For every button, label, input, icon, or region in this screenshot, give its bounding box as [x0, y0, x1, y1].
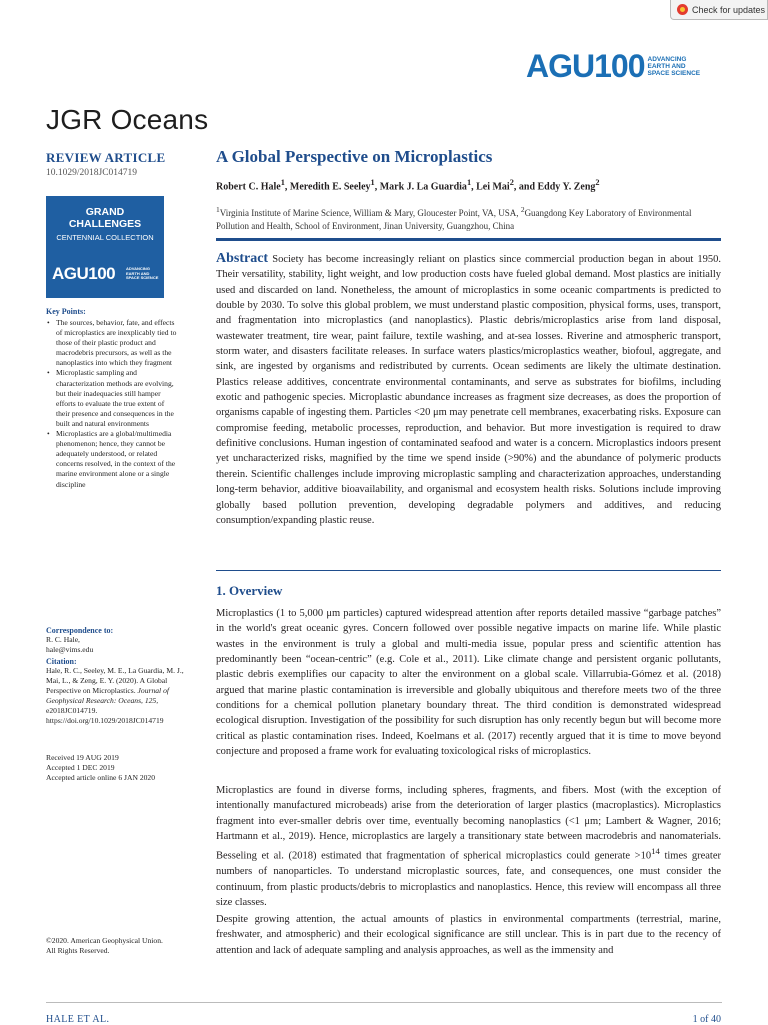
check-for-updates-button[interactable] — [670, 0, 768, 20]
article-dates — [46, 753, 196, 783]
affiliations: $^1$Virginia Institute of Marine Science, William & Mary, Gloucester Point, VA, USA, $^2$Guangdong Key Laboratory of Environmental Pollution and Health, School of Environment, Jinan University, Guangzhou, China — [216, 205, 692, 231]
check-for-updates-label: Check for updates — [692, 4, 766, 15]
correspondence-name: R. C. Hale, — [46, 635, 80, 644]
correspondence-email[interactable]: hale@vims.edu — [46, 645, 94, 655]
citation-journal: Journal of Geophysical Research: Oceans, 125, — [46, 686, 169, 706]
badge-subtitle: CENTENNIAL COLLECTION — [56, 233, 154, 242]
author: Mark J. La Guardia — [379, 181, 467, 193]
journal-title: JGR Oceans — [46, 104, 209, 135]
copyright: ©2020. American Geophysical Union. All Rights Reserved. — [46, 936, 163, 956]
abstract-top-rule — [216, 238, 721, 241]
abstract — [216, 251, 721, 528]
citation-doi-link[interactable]: e2018JC014719. https://doi.org/10.1029/2018JC014719 — [46, 706, 164, 726]
author: Eddy Y. Zeng — [537, 181, 596, 193]
key-points-heading: Key Points: — [46, 307, 86, 316]
crossmark-icon — [677, 4, 688, 15]
paragraph: Despite growing attention, the actual amounts of plastics in environmental compartments (terrestrial, marine, freshwater, and atmospheric) and their ecological significance are still unclear. This is in part due to the recency of attention and lack of adequate sampling and analysis approaches, as well as the immensity and — [216, 914, 721, 956]
grand-challenges-badge — [46, 196, 164, 298]
citation — [46, 657, 190, 727]
abstract-text: Society has become increasingly reliant on plastics since commercial production began in about 1950. Their versatility, stability, light weight, and low production costs have fueled global demand. Most plastics are initially used and discarded on land. Nonetheless, the amount of microplastics in some oceanic compartments is predicted to double by 2030. To solve this global problem, we must understand plastic composition, physical forms, uses, transport, and fragmentation into microplastics (and nanoplastics). Plastic debris/microplastics arise from land disposal, wastewater treatment, tire wear, paint failure, textile washing, and at-sea losses. Riverine and atmospheric transport, storm water, and disasters facilitate releases. In surface waters plastics/microplastics weather, biofoul, aggregate, and sink, are ingested by organisms and redistributed by currents. Ocean sediments are likely the ultimate destination. Plastics release additives, concentrate environmental contaminants, and serve as substrates for biofilms, including exotic and pathogenic species. Microplastic abundance increases as fragment size decreases, as does the proportion of organisms capable of ingesting them. Particles <20 μm may penetrate cell membranes, exacerbating risks. Exposure can compromise feeding, metabolic processes, reproduction, and behavior. But more investigation is required to draw definitive conclusions. Human ingestion of contaminated seafood and water is a concern. Microplastics indoors present yet uncharacterized risks, magnified by the time we spend inside (>90%) and the abundance of polymeric products therein. Scientific challenges include improving microplastic sampling and characterization approaches, understanding long-term behavior, additive bioavailability, and organismal and ecosystem health risks. Solutions include improving globally based pollution prevention, developing degradable polymers and additives, and reducing consumption/expanding plastic reuse. — [216, 254, 722, 526]
agu100-logo — [526, 47, 701, 84]
key-point-item: • Microplastics are a global/multimedia phenomenon; hence, they cannot be adequately understood, or related concerns resolved, in the context of the marine environment alone or a single discipline — [46, 429, 178, 490]
author-list: Robert C. Hale$^1$, Meredith E. Seeley$^1$, Mark J. La Guardia$^1$, Lei Mai$^2$, and Eddy Y. Zeng$^2$ — [216, 178, 600, 193]
article-title: A Global Perspective on Microplastics — [216, 147, 493, 166]
agu100-tagline: ADVANCING EARTH AND SPACE SCIENCE — [647, 55, 701, 77]
author: Robert C. Hale — [216, 181, 281, 193]
abstract-heading: Abstract — [216, 251, 269, 266]
key-point-item: • Microplastic sampling and characterization methods are evolving, but their inadequacies still hamper efforts to evaluate the true extent of their presence and consequences in the built and natural environments — [46, 368, 178, 429]
section-heading: 1. Overview — [216, 583, 283, 598]
correspondence — [46, 626, 196, 655]
citation-text: Hale, R. C., Seeley, M. E., La Guardia, M. J., Mai, L., & Zeng, E. Y. (2020). A Global Perspective on Microplastics. Journal of Geophysical Research: Oceans, 125, e2018JC014719. https://doi.org/10.1029/2018JC014719 — [46, 666, 184, 726]
accepted-date: Accepted 1 DEC 2019 — [46, 763, 115, 773]
badge-logo: AGU100 — [52, 264, 116, 283]
abstract-bottom-rule — [216, 570, 721, 571]
paragraph: Microplastics are found in diverse forms, including spheres, fragments, and fibers. Most (with the exception of intentionally manufactured microbeads) arise from the deterioration of larger plastics (macroplastics). Microplastics fragment into ever-smaller debris over time, eventually becoming nanoplastics (<1 μm; Lambert & Wagner, 2016; Hartmann et al., 2019). Hence, microplastics are largely a transitionary state between macrodebris and nanomaterials. Besseling et al. (2018) estimated that fragmentation of spherical microplastics could generate $>10^{14}$ times greater numbers of nanoparticles. To understand microplastic sources, fate, and consequences, one must consider the continuum, from plastic products/debris to microplastics and nanoplastics. Hence, this review will encompass all three size classes. — [216, 785, 721, 908]
received-date: Received 19 AUG 2019 — [46, 753, 119, 762]
article-doi[interactable]: 10.1029/2018JC014719 — [46, 168, 138, 178]
key-points — [46, 307, 178, 490]
author: Meredith E. Seeley — [289, 181, 371, 193]
page-number: 1 of 40 — [692, 1014, 721, 1025]
key-point-item: • The sources, behavior, fate, and effects of microplastics are inexplicably tied to those of their plastic product and macrodebris precursors, as well as the nanoplastics into which they fragment — [46, 318, 178, 368]
badge-title: GRAND CHALLENGES — [68, 206, 142, 230]
correspondence-heading: Correspondence to: — [46, 626, 114, 635]
online-date: Accepted article online 6 JAN 2020 — [46, 773, 156, 783]
agu100-wordmark: AGU100 — [526, 47, 645, 84]
footer-rule — [46, 1002, 722, 1003]
key-points-list — [46, 318, 178, 490]
running-head: HALE ET AL. — [46, 1014, 110, 1025]
author: Lei Mai — [476, 181, 510, 193]
citation-heading: Citation: — [46, 657, 77, 666]
paragraph: Microplastics (1 to 5,000 μm particles) captured widespread attention after reports detailed massive “garbage patches” in the world's great oceanic gyres. Concern followed over possible negative impacts on marine life. While plastic wastes in the environment is truly a global and multi-media issue, popular press and scientific attention has predominantly been “ocean-centric” (e.g. Cole et al., 2011). Like climate change and persistent organic pollutants, plastic debris exemplifies our capacity to alter the environment on a global scale. Villarrubia-Gómez et al. (2018) argued that marine plastic contamination is irreversible and globally ubiquitous and therefore meets two of the three conditions for a chemical pollution planetary boundary threat. The third condition is demonstrated widespread ecological disruption. Investigation of the possibility for such disruption has only recently begun but will become more critical as plastic contamination rises. Indeed, Koelmans et al. (2017) recently argued that it is time to move beyond conjecture and proposed a frame work for evaluating toxicological risks of microplastics. — [216, 608, 721, 758]
article-type: REVIEW ARTICLE — [46, 150, 166, 165]
badge-logo-tagline: ADVANCING EARTH AND SPACE SCIENCE — [126, 266, 159, 280]
